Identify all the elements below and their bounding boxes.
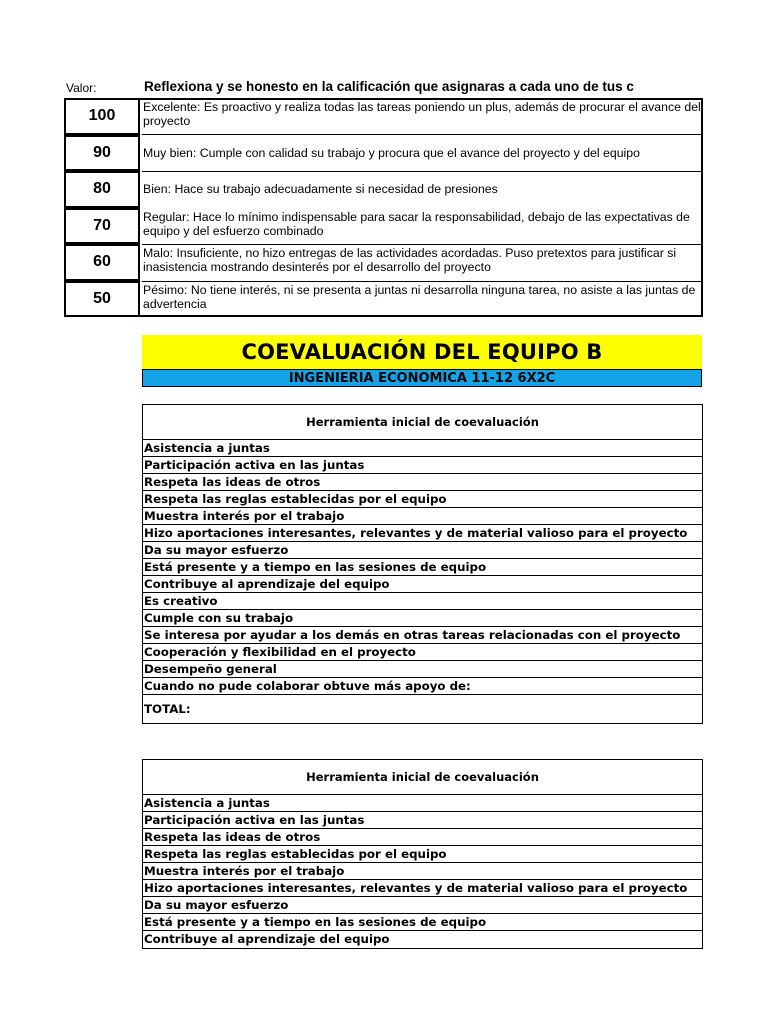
scale-description: Regular: Hace lo mínimo indispensable para sacar la responsabilidad, debajo de las expectativas de equipo y del esfuerzo combinado (143, 209, 690, 238)
criteria-row: TOTAL: (144, 702, 191, 716)
criteria-row: Está presente y a tiempo en las sesiones de equipo (143, 914, 702, 931)
table-heading: Herramienta inicial de coevaluación (143, 405, 702, 440)
criteria-row: Da su mayor esfuerzo (143, 897, 702, 914)
criteria-row: Cumple con su trabajo (143, 610, 702, 627)
criteria-row: Asistencia a juntas (143, 795, 702, 812)
scale-description: Bien: Hace su trabajo adecuadamente si necesidad de presiones (143, 182, 498, 197)
scale-description: Muy bien: Cumple con calidad su trabajo y procura que el avance del proyecto y del equipo (143, 145, 640, 160)
scale-value: 50 (64, 281, 140, 318)
table-heading: Herramienta inicial de coevaluación (143, 760, 702, 795)
rating-scale (64, 98, 702, 317)
scale-value: 60 (64, 244, 140, 281)
criteria-row: Es creativo (143, 593, 702, 610)
scale-description: Pésimo: No tiene interés, ni se presenta a juntas ni desarrolla ninguna tarea, no asiste a las juntas de advertencia (143, 282, 696, 311)
criteria-row: Respeta las reglas establecidas por el equipo (143, 491, 702, 508)
valor-label: Valor: (66, 81, 97, 95)
scale-description: Excelente: Es proactivo y realiza todas las tareas poniendo un plus, además de procurar el avance del proyecto (143, 100, 701, 128)
scale-value: 100 (64, 98, 140, 135)
criteria-row: Se interesa por ayudar a los demás en otras tareas relacionadas con el proyecto (143, 627, 702, 644)
scale-row (64, 171, 702, 208)
course-subtitle: INGENIERIA ECONOMICA 11-12 6X2C (142, 369, 702, 387)
coevaluation-table-2 (142, 759, 703, 949)
scale-row (64, 281, 702, 318)
criteria-row: Muestra interés por el trabajo (143, 863, 702, 880)
scale-row (64, 244, 702, 281)
row-divider (142, 244, 703, 245)
criteria-row: Respeta las ideas de otros (143, 474, 702, 491)
scale-value: 70 (64, 208, 140, 245)
criteria-row: Participación activa en las juntas (143, 457, 702, 474)
criteria-row: Asistencia a juntas (143, 440, 702, 457)
criteria-row: Da su mayor esfuerzo (143, 542, 702, 559)
criteria-row: Respeta las ideas de otros (143, 829, 702, 846)
instructions-text: Reflexiona y se honesto en la calificación que asignaras a cada uno de tus c (144, 79, 634, 94)
row-divider (142, 281, 703, 282)
scale-value: 80 (64, 171, 140, 208)
criteria-row: Cooperación y flexibilidad en el proyecto (143, 644, 702, 661)
row-divider (142, 134, 703, 135)
criteria-row: Desempeño general (143, 661, 702, 678)
criteria-row: Hizo aportaciones interesantes, relevantes y de material valioso para el proyecto (143, 880, 702, 897)
scale-row (64, 208, 702, 245)
criteria-row: Está presente y a tiempo en las sesiones de equipo (143, 559, 702, 576)
scale-description: Malo: Insuficiente, no hizo entregas de las actividades acordadas. Puso pretextos para justificar si inasistencia mostrando desinterés por el desarrollo del proyecto (143, 246, 677, 274)
criteria-row: Muestra interés por el trabajo (143, 508, 702, 525)
criteria-row: Respeta las reglas establecidas por el equipo (143, 846, 702, 863)
criteria-row: Contribuye al aprendizaje del equipo (144, 932, 390, 946)
criteria-row: Hizo aportaciones interesantes, relevantes y de material valioso para el proyecto (143, 525, 702, 542)
criteria-row: Participación activa en las juntas (143, 812, 702, 829)
scale-row (64, 135, 702, 172)
criteria-row: Contribuye al aprendizaje del equipo (143, 576, 702, 593)
page-title: COEVALUACIÓN DEL EQUIPO B (142, 335, 702, 369)
criteria-row: Cuando no pude colaborar obtuve más apoyo de: (143, 678, 702, 695)
row-divider (142, 171, 703, 172)
coevaluation-table-1 (142, 404, 703, 724)
scale-row (64, 98, 702, 135)
scale-value: 90 (64, 135, 140, 172)
